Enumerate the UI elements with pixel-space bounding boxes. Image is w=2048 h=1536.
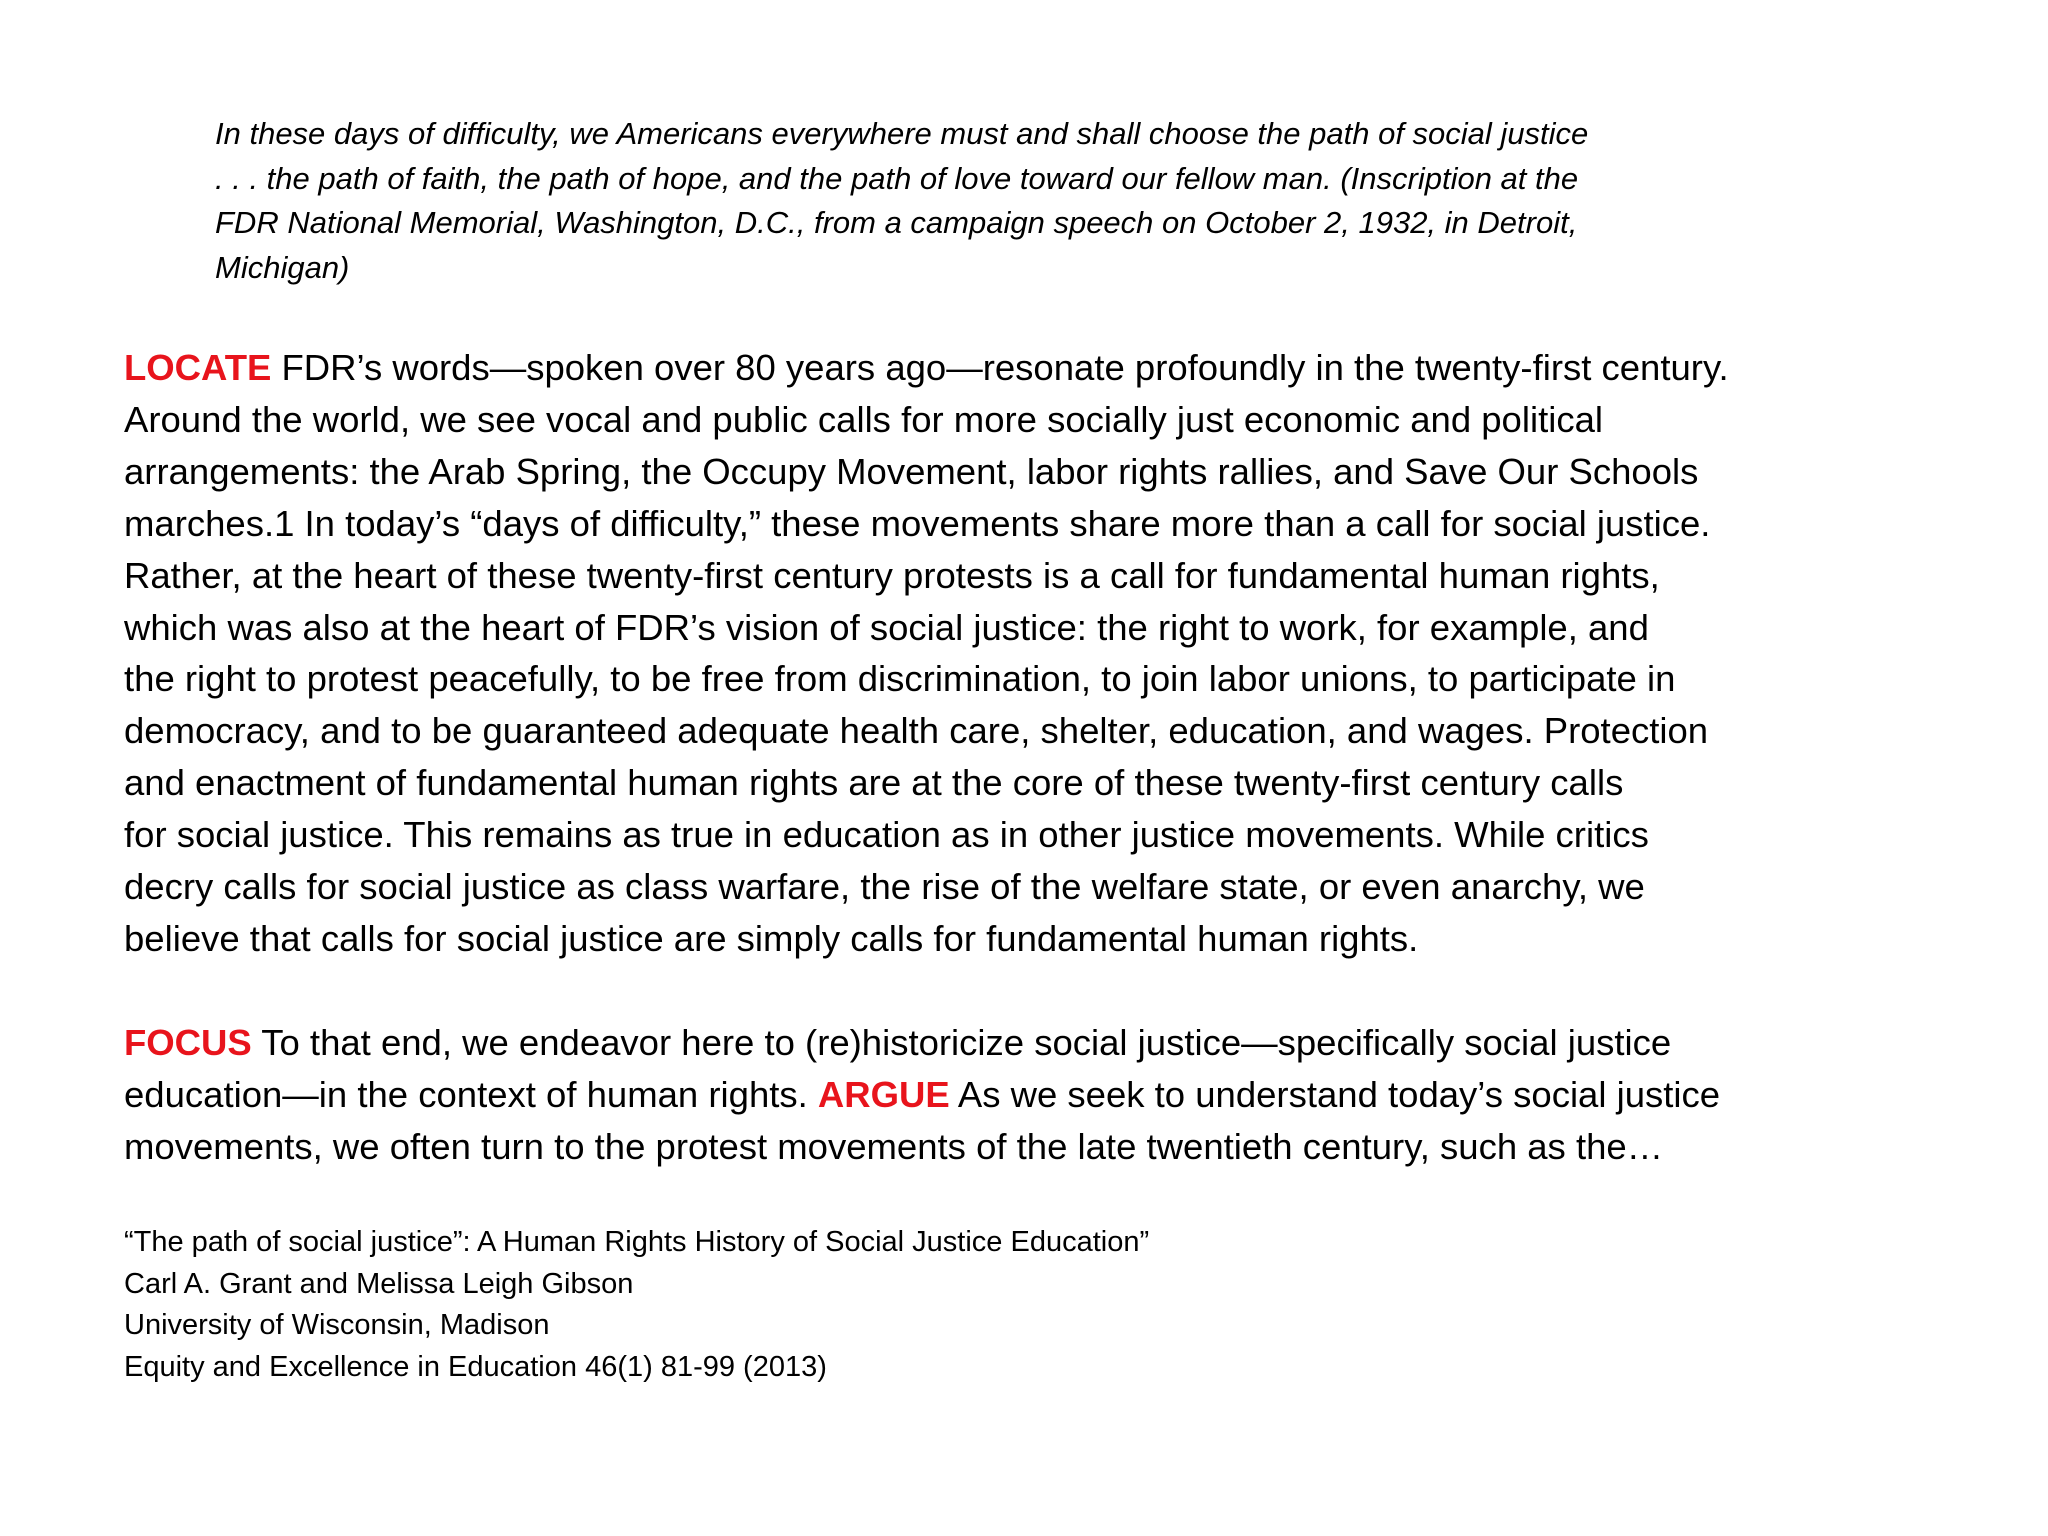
citation-authors: Carl A. Grant and Melissa Leigh Gibson <box>124 1267 634 1300</box>
paragraph-line: arrangements: the Arab Spring, the Occupy Movement, labor rights rallies, and Save Our Schools <box>124 450 1699 492</box>
paragraph-line: for social justice. This remains as true in education as in other justice movements. While critics <box>124 814 1649 856</box>
paragraph-text: As we seek to understand today’s social justice <box>949 1073 1721 1115</box>
paragraph-line: believe that calls for social justice are simply calls for fundamental human rights. <box>124 917 1419 959</box>
paragraph-line: decry calls for social justice as class warfare, the rise of the welfare state, or even anarchy, we <box>124 866 1645 908</box>
keyword-argue: ARGUE <box>817 1073 950 1115</box>
citation-journal: Equity and Excellence in Education 46(1) 81-99 (2013) <box>124 1350 827 1383</box>
paragraph-line <box>124 1069 2004 1121</box>
paragraph-line: democracy, and to be guaranteed adequate health care, shelter, education, and wages. Protection <box>124 710 1709 752</box>
epigraph-line: FDR National Memorial, Washington, D.C., from a campaign speech on October 2, 1932, in Detroit, <box>215 205 1578 240</box>
paragraph-line: marches.1 In today’s “days of difficulty,” these movements share more than a call for social justice. <box>124 502 1711 544</box>
paragraph-line: and enactment of fundamental human rights are at the core of these twenty-first century calls <box>124 762 1624 804</box>
paragraph-focus <box>124 1017 2004 1173</box>
citation-title: “The path of social justice”: A Human Rights History of Social Justice Education” <box>124 1226 1150 1258</box>
paragraph-text: education—in the context of human rights. <box>124 1073 818 1115</box>
paragraph-gap <box>124 965 2004 1017</box>
keyword-locate: LOCATE <box>124 347 272 388</box>
citation-affiliation: University of Wisconsin, Madison <box>124 1309 550 1341</box>
paragraph-line: Around the world, we see vocal and public calls for more socially just economic and political <box>124 398 1603 440</box>
paragraph-text: To that end, we endeavor here to (re)historicize social justice—specifically social justice <box>251 1021 1672 1063</box>
epigraph-quote <box>215 112 1795 290</box>
paragraph-text: FDR’s words—spoken over 80 years ago—resonate profoundly in the twenty-first century. <box>271 347 1729 388</box>
paragraph-line: Rather, at the heart of these twenty-first century protests is a call for fundamental human rights, <box>124 554 1660 596</box>
paragraph-line: the right to protest peacefully, to be free from discrimination, to join labor unions, to participate in <box>124 658 1676 700</box>
paragraph-line <box>124 342 2004 394</box>
keyword-focus: FOCUS <box>124 1021 252 1063</box>
citation-block <box>124 1222 1624 1388</box>
paragraph-line: movements, we often turn to the protest movements of the late twentieth century, such as the… <box>124 1125 1664 1167</box>
main-body <box>124 342 2004 1172</box>
epigraph-line: Michigan) <box>215 249 350 285</box>
paragraph-locate <box>124 342 2004 965</box>
epigraph-line: In these days of difficulty, we Americans everywhere must and shall choose the path of social justice <box>215 116 1589 151</box>
paragraph-line: which was also at the heart of FDR’s vision of social justice: the right to work, for example, and <box>124 606 1649 648</box>
epigraph-line: . . . the path of faith, the path of hope, and the path of love toward our fellow man. (Inscription at the <box>215 160 1579 196</box>
paragraph-line <box>124 1017 2004 1069</box>
